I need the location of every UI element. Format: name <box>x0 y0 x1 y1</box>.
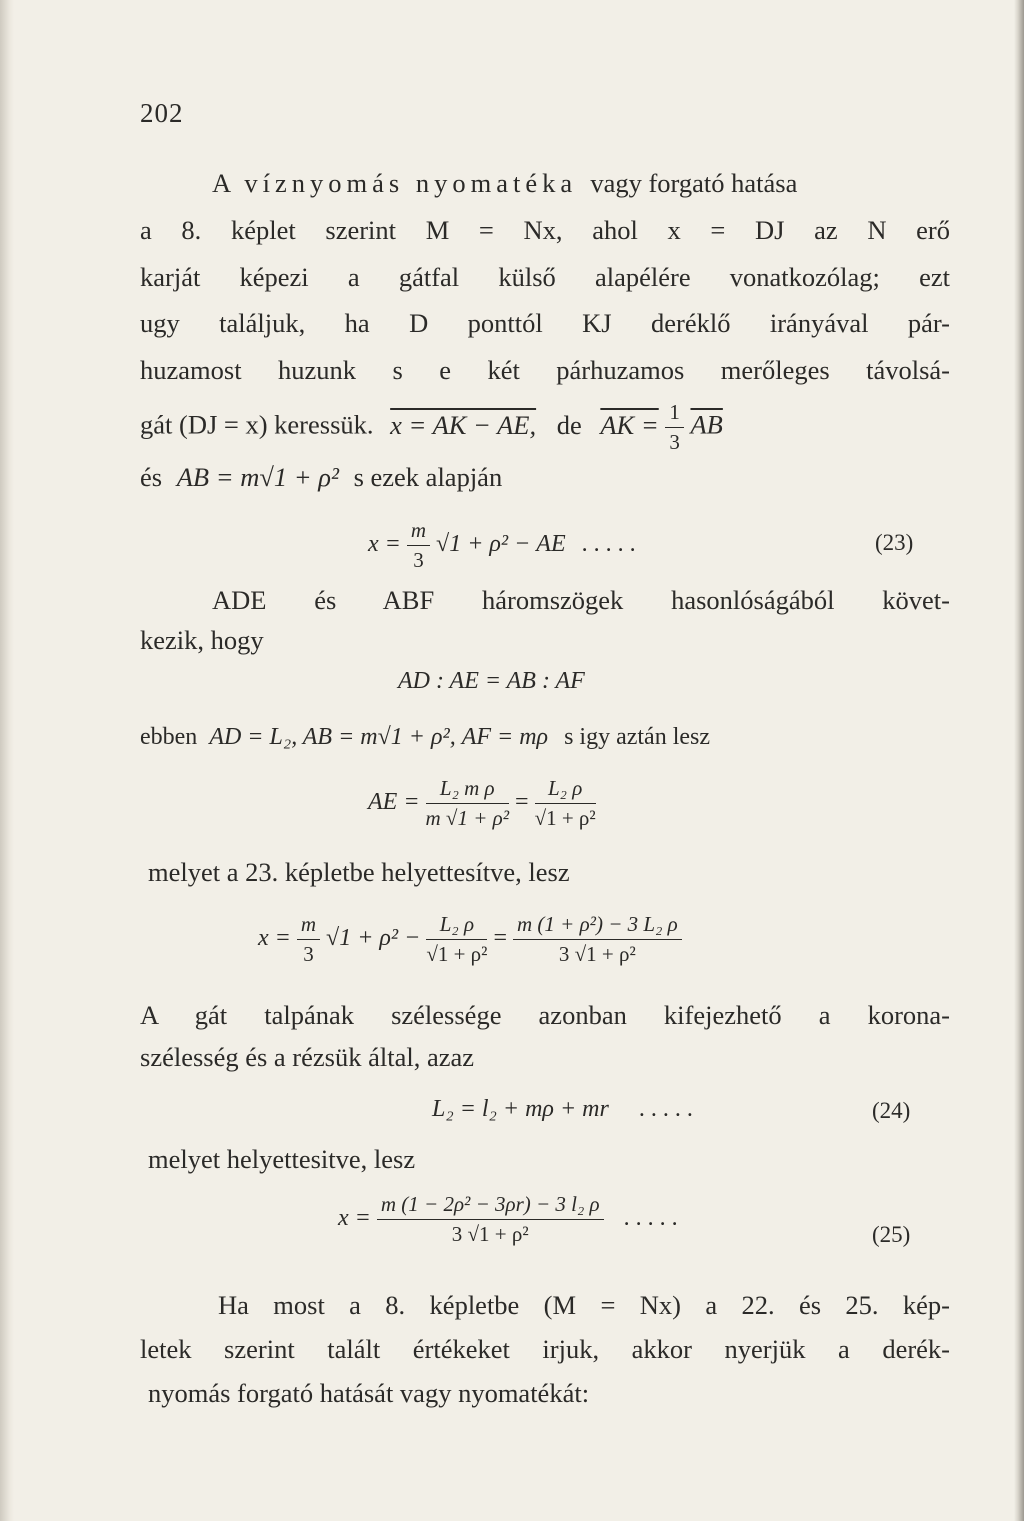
text-line: nyomás forgató hatását vagy nyomatékát: <box>148 1378 590 1408</box>
text-line: gát (DJ = x) keressük. x = AK − AE, de AK = $\frac{1}{3}$ $\overline{AB}$ <box>140 400 723 454</box>
text-line: A víznyomás nyomatéka vagy forgató hatása <box>212 168 798 198</box>
text-line: ugy találjuk, ha D ponttól KJ deréklő irányával pár- <box>140 308 950 338</box>
equation-23: x = $\frac{m}{3}$ √1 + ρ² − AE . . . . . <box>368 518 636 572</box>
text-line: ADE és ABF háromszögek hasonlóságából követ- <box>212 585 950 615</box>
text-line: melyet a 23. képletbe helyettesítve, lesz <box>148 857 570 887</box>
text-line: ebben AD = L₂, AB = m√1 + ρ², AF = mρ s igy aztán lesz <box>140 724 711 750</box>
text-line: A gát talpának szélessége azonban kifejezhető a korona- <box>140 1000 950 1030</box>
equation-number: (25) <box>872 1222 911 1247</box>
equation-x: x = $\frac{m}{3}$ √1 + ρ² − $\frac{\text{L₂ ρ}}{\text{√1 + ρ²}}$ = $\frac{\text{m (1 + ρ²) − 3 L₂ ρ}}{\text{3 √1 + ρ²}}$ <box>258 912 682 967</box>
equation-25: x = $\frac{\text{m (1 − 2ρ² − 3ρr) − 3 l₂ ρ}}{\text{3 √1 + ρ²}}$ . . . . . <box>338 1192 678 1246</box>
text-line: és AB = m√1 + ρ² s ezek alapján <box>140 462 503 492</box>
ratio-equation: AD : AE = AB : AF <box>398 668 585 694</box>
page-edge <box>1014 0 1024 1521</box>
text-line: huzamost huzunk s e két párhuzamos merőleges távolsá- <box>140 355 950 385</box>
text-line: kezik, hogy <box>140 625 264 655</box>
equation-ae: AE = $\frac{\text{L₂ m ρ}}{\text{m √1 + ρ²}}$ = $\frac{\text{L₂ ρ}}{\text{√1 + ρ²}}$ <box>368 776 596 830</box>
text-line: a 8. képlet szerint M = Nx, ahol x = DJ az N erő <box>140 215 950 245</box>
equation-number: (24) <box>872 1098 911 1123</box>
text-line: letek szerint talált értékeket irjuk, akkor nyerjük a derék- <box>140 1334 950 1364</box>
text-line: karját képezi a gátfal külső alapélére vonatkozólag; ezt <box>140 262 950 292</box>
equation-24: L₂ = l₂ + mρ + mr . . . . . <box>432 1096 693 1122</box>
text-line: melyet helyettesitve, lesz <box>148 1144 416 1174</box>
page-number: 202 <box>140 98 184 128</box>
text-line: szélesség és a rézsük által, azaz <box>140 1042 475 1072</box>
book-spine-shadow <box>0 0 14 1521</box>
equation-number: (23) <box>875 530 914 555</box>
text-line: Ha most a 8. képletbe (M = Nx) a 22. és 25. kép- <box>218 1290 950 1320</box>
